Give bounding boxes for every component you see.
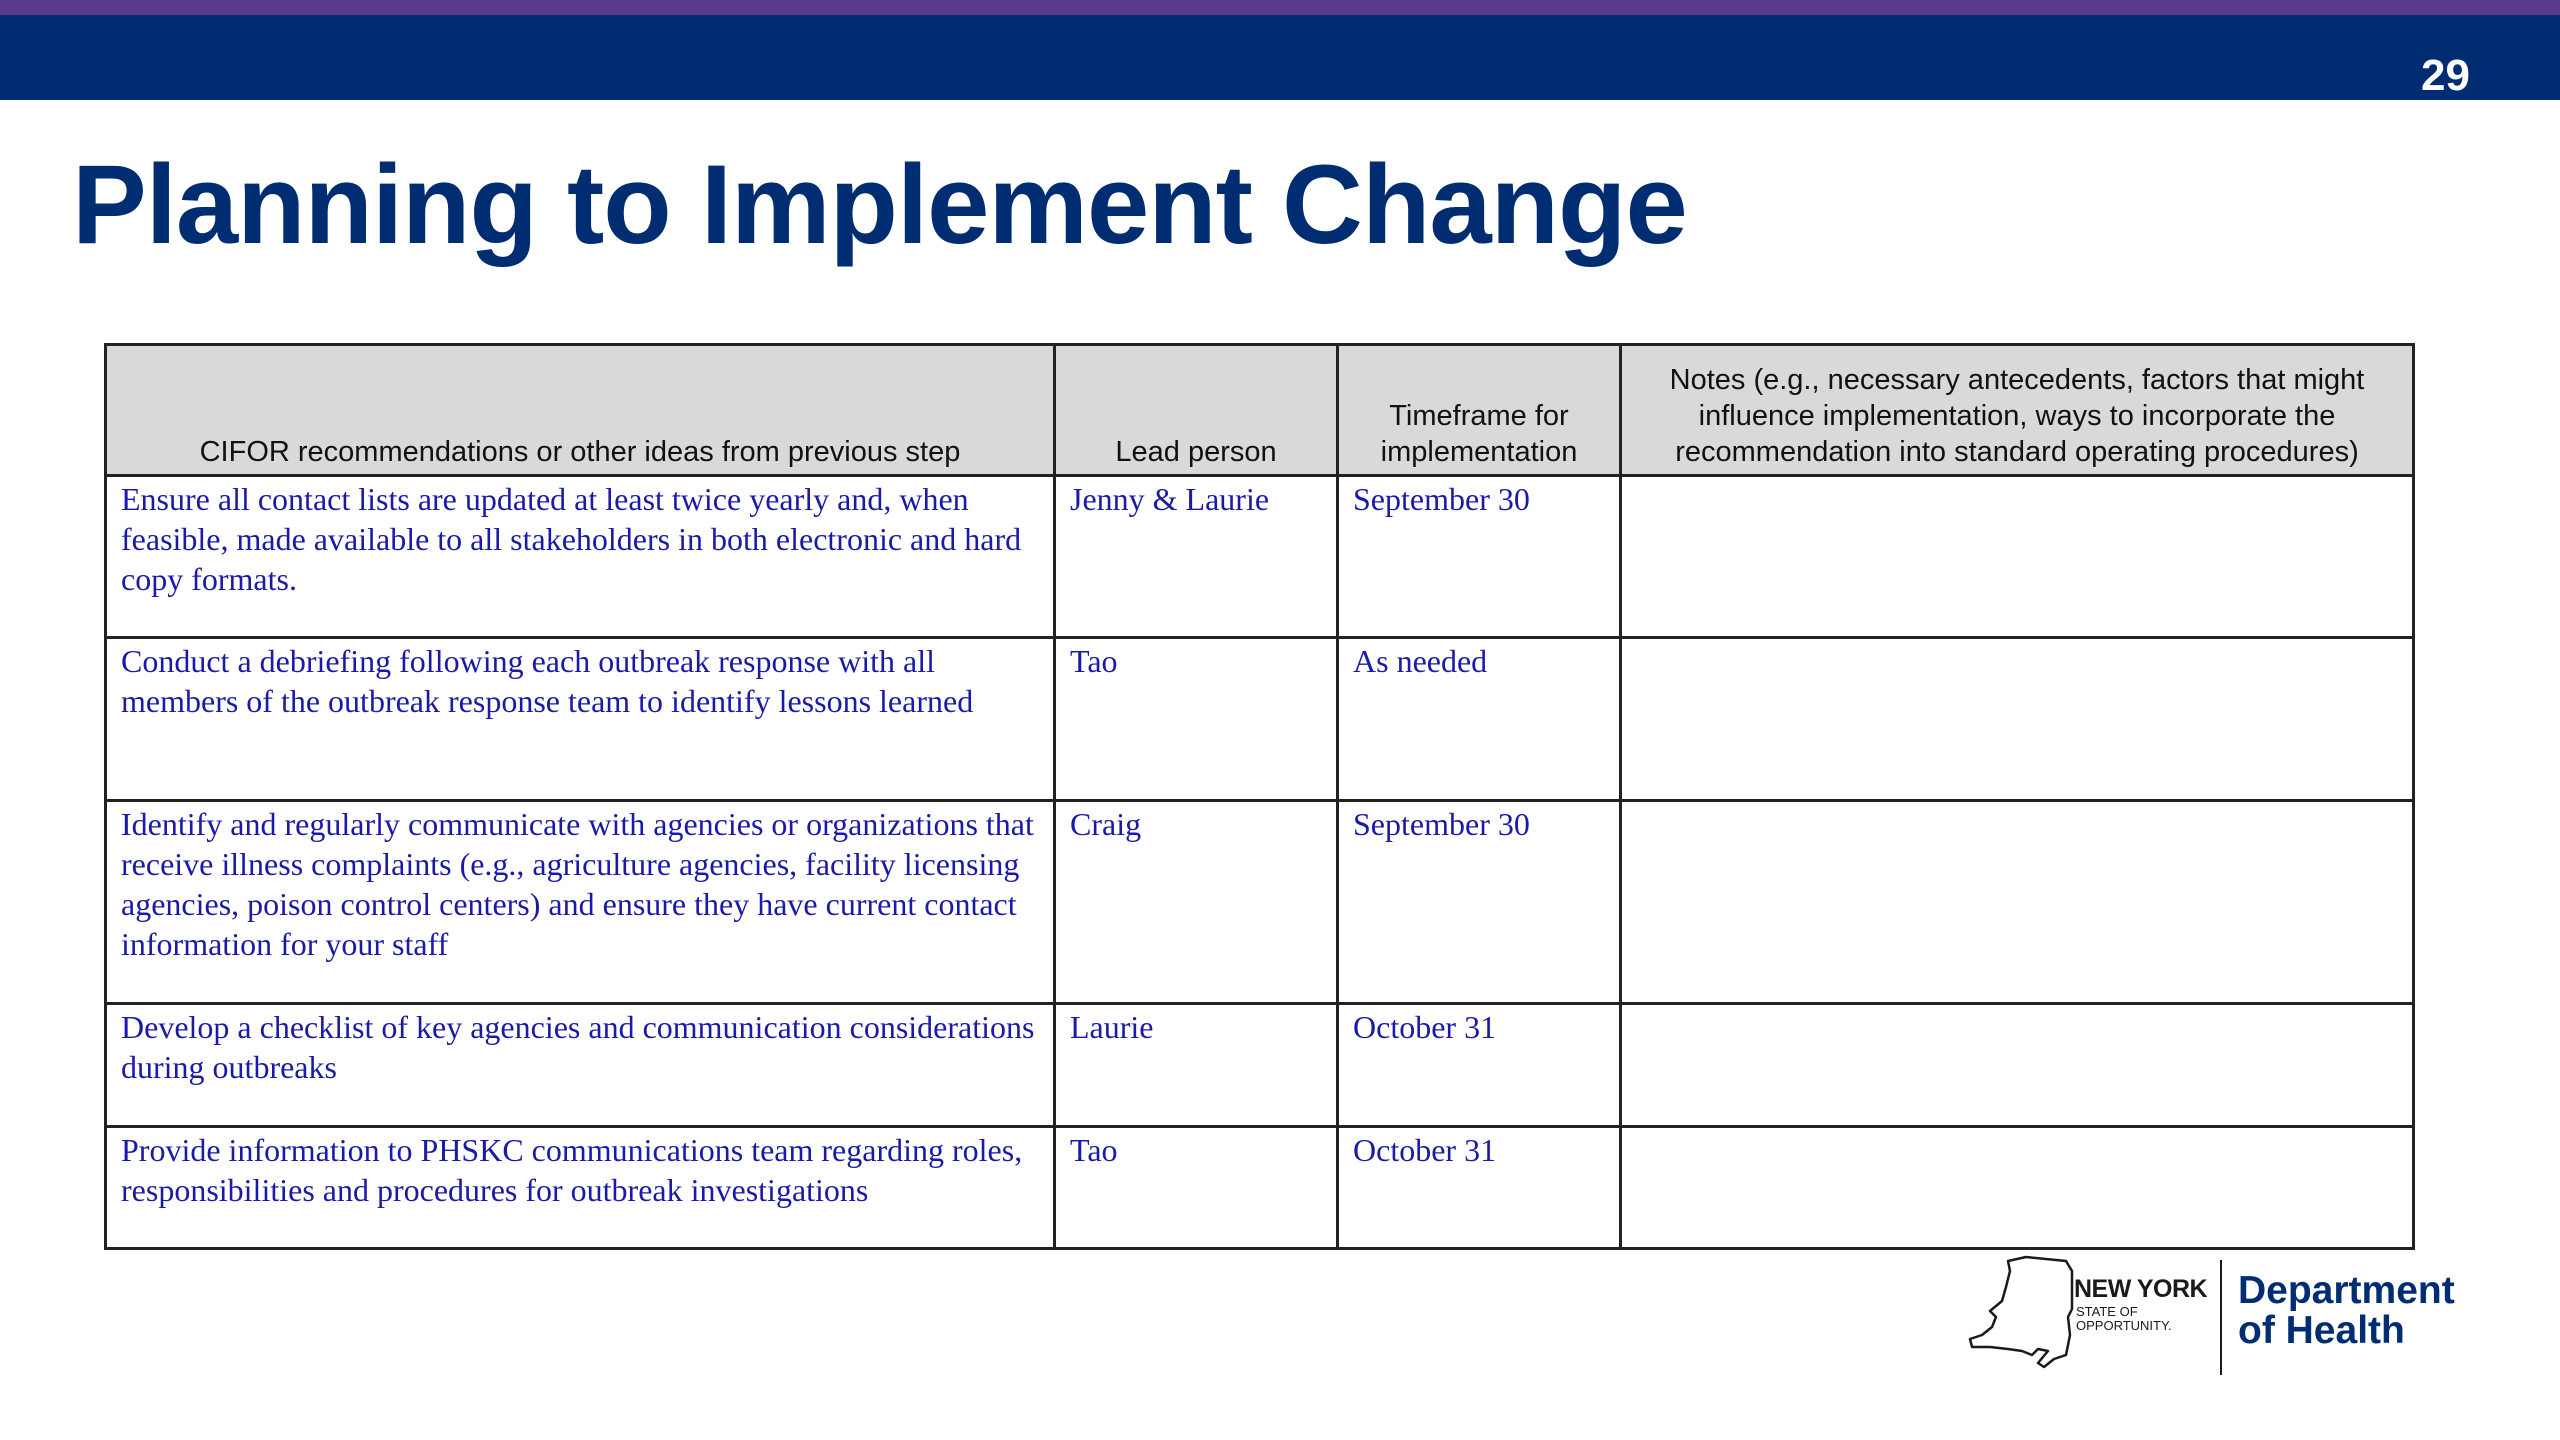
timeframe-cell: October 31 — [1338, 1004, 1621, 1127]
header-timeframe: Timeframe for implementation — [1338, 345, 1621, 476]
department-of-health-wordmark — [2238, 1271, 2455, 1351]
table-row — [106, 638, 2414, 801]
header-recommendations: CIFOR recommendations or other ideas from previous step — [106, 345, 1055, 476]
lead-person-cell: Tao — [1055, 638, 1338, 801]
lead-person-cell: Laurie — [1055, 1004, 1338, 1127]
state-of-opportunity-tagline: STATE OF OPPORTUNITY. — [2076, 1304, 2172, 1333]
notes-cell — [1621, 476, 2414, 638]
timeframe-cell: October 31 — [1338, 1127, 1621, 1249]
slide-title: Planning to Implement Change — [72, 142, 1687, 267]
table-header-row — [106, 345, 2414, 476]
header-lead-person: Lead person — [1055, 345, 1338, 476]
notes-cell — [1621, 1004, 2414, 1127]
new-york-state-outline-icon — [1968, 1255, 2078, 1375]
top-accent-stripe — [0, 0, 2560, 15]
table-row — [106, 476, 2414, 638]
of-health-line: of Health — [2238, 1309, 2405, 1352]
table-row — [106, 1127, 2414, 1249]
notes-cell — [1621, 638, 2414, 801]
recommendation-cell: Develop a checklist of key agencies and communication considerations during outbreaks — [106, 1004, 1055, 1127]
recommendation-cell: Provide information to PHSKC communications team regarding roles, responsibilities and procedures for outbreak investigations — [106, 1127, 1055, 1249]
timeframe-cell: September 30 — [1338, 476, 1621, 638]
table-row — [106, 1004, 2414, 1127]
timeframe-cell: September 30 — [1338, 801, 1621, 1004]
department-line: Department — [2238, 1269, 2455, 1312]
lead-person-cell: Jenny & Laurie — [1055, 476, 1338, 638]
new-york-wordmark: NEW YORK — [2074, 1275, 2208, 1303]
slide-number: 29 — [2421, 51, 2470, 100]
nys-department-of-health-logo — [1968, 1255, 2458, 1375]
notes-cell — [1621, 801, 2414, 1004]
notes-cell — [1621, 1127, 2414, 1249]
table-row — [106, 801, 2414, 1004]
implementation-plan-table — [104, 343, 2415, 1250]
header-notes: Notes (e.g., necessary antecedents, factors that might influence implementation, ways to incorporate the recommendation into standard operating procedures) — [1621, 345, 2414, 476]
recommendation-cell: Identify and regularly communicate with agencies or organizations that receive illness complaints (e.g., agriculture agencies, facility licensing agencies, poison control centers) and ensure they have current contact information for your staff — [106, 801, 1055, 1004]
logo-divider — [2220, 1260, 2222, 1375]
lead-person-cell: Craig — [1055, 801, 1338, 1004]
recommendation-cell: Ensure all contact lists are updated at least twice yearly and, when feasible, made available to all stakeholders in both electronic and hard copy formats. — [106, 476, 1055, 638]
recommendation-cell: Conduct a debriefing following each outbreak response with all members of the outbreak response team to identify lessons learned — [106, 638, 1055, 801]
timeframe-cell: As needed — [1338, 638, 1621, 801]
lead-person-cell: Tao — [1055, 1127, 1338, 1249]
header-bar — [0, 15, 2560, 100]
